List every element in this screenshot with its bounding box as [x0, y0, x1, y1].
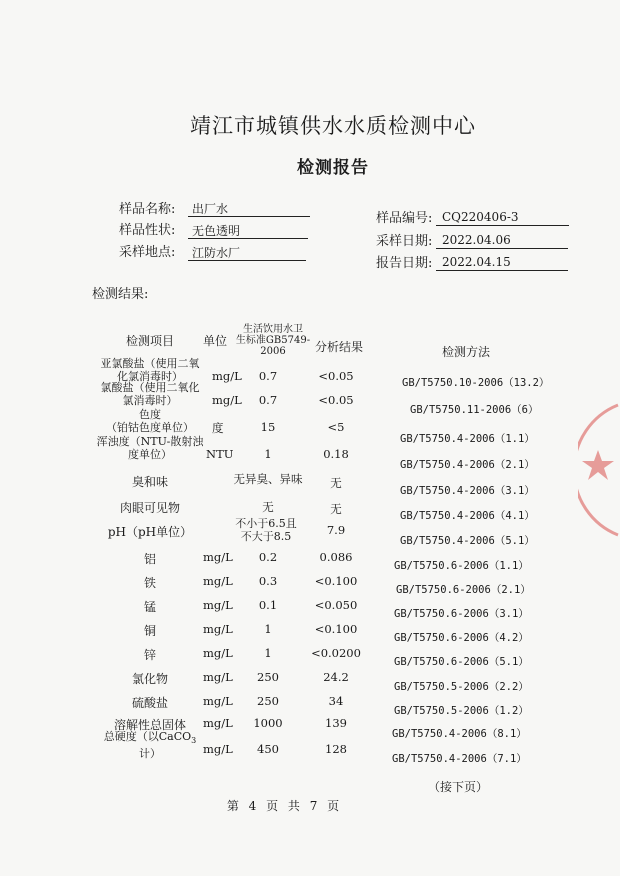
row-method: GB/T5750.6-2006（1.1） — [394, 560, 529, 572]
row-method: GB/T5750.6-2006（5.1） — [394, 656, 529, 668]
row-result: <5 — [327, 420, 345, 434]
row-method: GB/T5750.4-2006（2.1） — [400, 459, 535, 471]
row-method: GB/T5750.4-2006（5.1） — [400, 535, 535, 547]
row-item: 铁 — [143, 576, 157, 590]
row-limit: 1 — [264, 622, 272, 636]
row-limit: 250 — [257, 694, 279, 708]
continued-note: （接下页） — [428, 780, 489, 794]
header-method: 检测方法 — [441, 345, 491, 359]
row-method: GB/T5750.5-2006（2.2） — [394, 681, 529, 693]
row-limit: 无 — [262, 500, 274, 514]
row-result: 128 — [325, 742, 347, 756]
row-result: 7.9 — [326, 523, 346, 537]
sample-no-label: 样品编号: — [376, 211, 433, 226]
row-method: GB/T5750.11-2006（6） — [410, 404, 539, 416]
row-item: 硫酸盐 — [131, 696, 169, 710]
sample-name-label: 样品名称: — [119, 202, 176, 217]
row-item: pH（pH单位） — [107, 525, 193, 539]
row-limit: 0.7 — [258, 369, 278, 383]
row-result: <0.050 — [314, 598, 358, 612]
row-result: 无 — [330, 476, 342, 490]
sample-state-label: 样品性状: — [119, 223, 176, 238]
header-standard: 生活饮用水卫 生标准GB5749- 2006 — [235, 324, 311, 357]
row-item: 氯化物 — [131, 672, 169, 686]
org-title: 靖江市城镇供水水质检测中心 — [190, 114, 476, 138]
row-item: 臭和味 — [131, 475, 169, 489]
row-unit: mg/L — [203, 622, 233, 636]
seal-stamp — [578, 395, 620, 545]
row-result: <0.100 — [314, 622, 358, 636]
header-item: 检测项目 — [125, 334, 175, 348]
row-item: 溶解性总固体 — [113, 718, 187, 732]
row-item: 总硬度（以CaCO$_3$ 计） — [103, 730, 197, 761]
row-method: GB/T5750.10-2006（13.2） — [402, 377, 550, 389]
row-unit: mg/L — [203, 598, 233, 612]
sample-state-value: 无色透明 — [192, 224, 241, 238]
row-method: GB/T5750.4-2006（1.1） — [400, 433, 535, 445]
row-result: <0.0200 — [311, 646, 361, 660]
row-limit: 无异臭、异味 — [233, 472, 303, 486]
row-result: 24.2 — [323, 670, 349, 684]
row-method: GB/T5750.4-2006（7.1） — [392, 753, 527, 765]
results-label: 检测结果: — [92, 287, 149, 302]
row-result: 34 — [328, 694, 344, 708]
page-footer: 第 4 页 共 7 页 — [226, 799, 340, 813]
row-unit: mg/L — [212, 369, 242, 383]
row-result: <0.05 — [318, 393, 354, 407]
row-limit: 250 — [257, 670, 279, 684]
row-method: GB/T5750.4-2006（8.1） — [392, 728, 527, 740]
row-limit: 0.7 — [258, 393, 278, 407]
row-item: 色度 （铂钴色度单位） — [106, 408, 194, 434]
row-method: GB/T5750.6-2006（4.2） — [394, 632, 529, 644]
row-method: GB/T5750.4-2006（3.1） — [400, 485, 535, 497]
row-limit: 450 — [257, 742, 279, 756]
row-item: 亚氯酸盐（使用二氧 化氯消毒时） — [100, 357, 200, 383]
report-date-value: 2022.04.15 — [442, 255, 511, 269]
row-method: GB/T5750.6-2006（2.1） — [396, 584, 531, 596]
row-unit: NTU — [206, 447, 234, 461]
row-limit: 1 — [264, 646, 272, 660]
row-limit: 1000 — [253, 716, 283, 730]
row-item: 锌 — [143, 648, 157, 662]
row-limit: 15 — [260, 420, 276, 434]
row-limit: 0.2 — [258, 550, 278, 564]
row-result: 0.086 — [319, 550, 353, 564]
row-result: <0.05 — [318, 369, 354, 383]
row-unit: mg/L — [203, 574, 233, 588]
row-limit: 0.1 — [258, 598, 278, 612]
report-date-label: 报告日期: — [376, 256, 433, 271]
row-item: 氯酸盐（使用二氧化 氯消毒时） — [100, 381, 200, 407]
row-unit: mg/L — [203, 670, 233, 684]
header-unit: 单位 — [202, 334, 228, 348]
row-item: 锰 — [143, 600, 157, 614]
row-item: 浑浊度（NTU-散射浊 度单位） — [96, 435, 204, 461]
row-limit: 0.3 — [258, 574, 278, 588]
row-item: 肉眼可见物 — [119, 501, 181, 515]
sampling-date-value: 2022.04.06 — [442, 233, 511, 247]
report-title: 检测报告 — [297, 158, 369, 178]
row-unit: mg/L — [203, 716, 233, 730]
sampling-place-value: 江防水厂 — [192, 246, 241, 260]
row-result: <0.100 — [314, 574, 358, 588]
row-method: GB/T5750.4-2006（4.1） — [400, 510, 535, 522]
sample-no-value: CQ220406-3 — [442, 210, 519, 224]
row-item: 铝 — [143, 552, 157, 566]
row-result: 139 — [325, 716, 347, 730]
row-unit: mg/L — [203, 646, 233, 660]
sampling-date-label: 采样日期: — [376, 234, 433, 249]
row-unit: mg/L — [203, 742, 233, 756]
row-unit: 度 — [212, 421, 224, 435]
row-result: 无 — [330, 502, 342, 516]
row-unit: mg/L — [212, 393, 242, 407]
row-limit: 1 — [264, 447, 272, 461]
row-method: GB/T5750.6-2006（3.1） — [394, 608, 529, 620]
sample-name-value: 出厂水 — [192, 202, 229, 216]
row-unit: mg/L — [203, 550, 233, 564]
row-limit: 不小于6.5且 不大于8.5 — [235, 517, 297, 543]
row-result: 0.18 — [323, 447, 349, 461]
row-method: GB/T5750.5-2006（1.2） — [394, 705, 529, 717]
header-result: 分析结果 — [314, 340, 364, 354]
row-item: 铜 — [143, 624, 157, 638]
row-unit: mg/L — [203, 694, 233, 708]
sampling-place-label: 采样地点: — [119, 245, 176, 260]
